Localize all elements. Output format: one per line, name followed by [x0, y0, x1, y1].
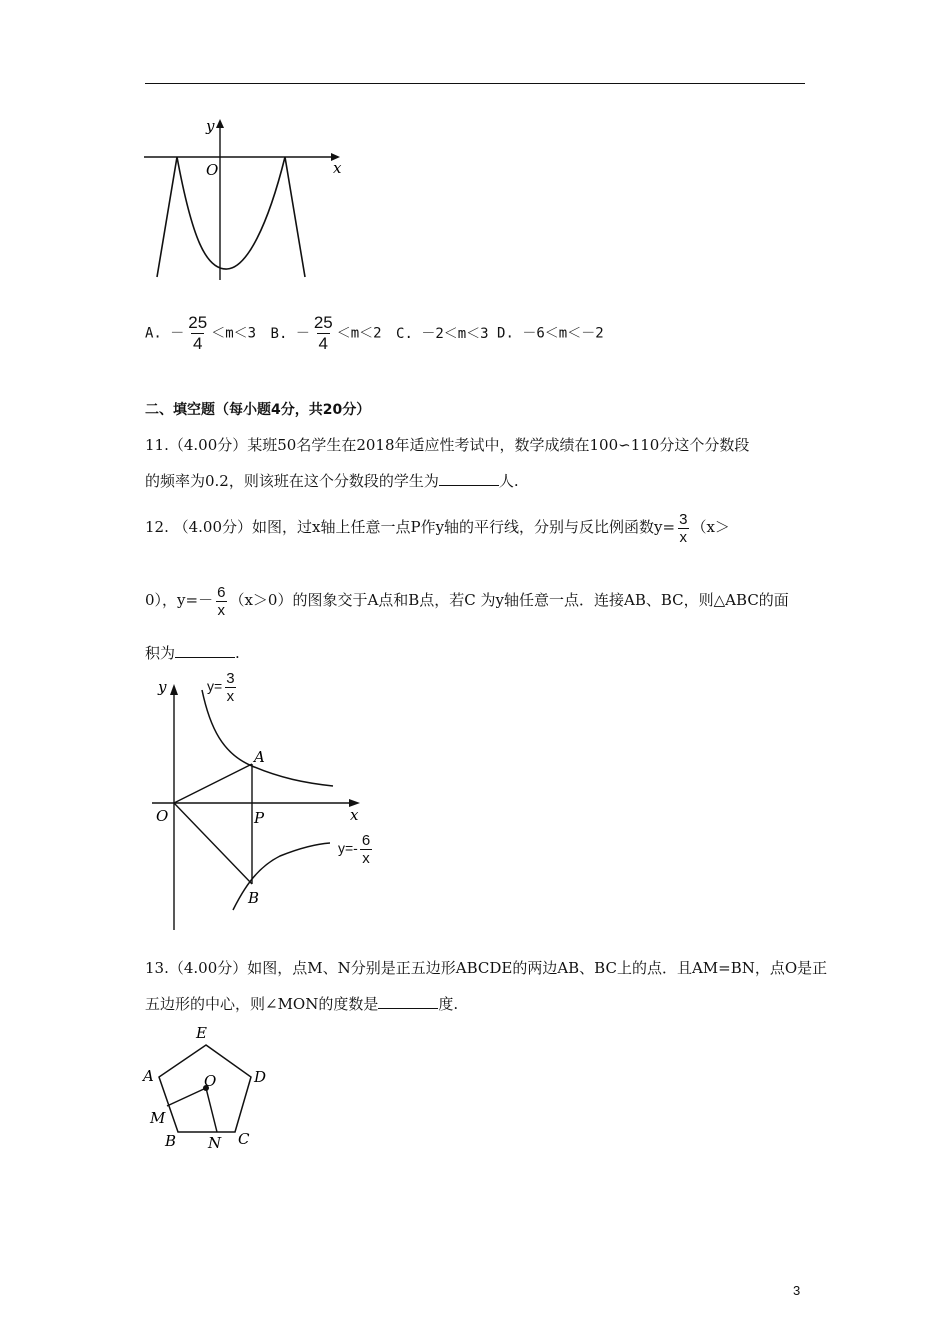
q13-line2-text: 五边形的中心，则∠MON的度数是 [145, 995, 379, 1013]
q12-f2-denominator: x [217, 601, 226, 619]
q12-answer-blank [175, 643, 235, 658]
option-b-numerator: 25 [313, 313, 333, 332]
q12-line1-end: （x＞ [691, 518, 730, 536]
fig2-curve1-label [207, 670, 239, 705]
fig3-vertex-a: A [143, 1067, 154, 1085]
pentagon-figure [140, 1020, 280, 1155]
fig2-x-label: x [350, 806, 359, 824]
parabola-figure [140, 115, 350, 285]
fig3-vertex-c: C [238, 1130, 250, 1148]
q13-line2 [145, 994, 458, 1014]
fig3-point-n: N [208, 1134, 222, 1152]
q11-line2-end: 人. [498, 472, 519, 490]
option-b-range: ＜m＜2 [336, 325, 382, 342]
fig2-curve2-label [338, 832, 374, 867]
option-d: D. －6＜m＜－2 [497, 325, 604, 342]
header-rule [145, 83, 805, 84]
question-10-options [145, 313, 604, 354]
fig2-point-b: B [248, 889, 260, 907]
q12-line2-start: 0），y=－ [145, 591, 214, 609]
q11-line2-text: 的频率为0.2，则该班在这个分数段的学生为 [145, 472, 439, 490]
fig2-curve1-denominator: x [226, 688, 235, 705]
fig2-curve2-prefix: y=- [338, 840, 358, 857]
q12-line3-text: 积为 [145, 644, 176, 662]
q12-line3 [145, 643, 240, 663]
option-b-fraction [312, 313, 335, 354]
option-a-range: ＜m＜3 [211, 325, 257, 342]
fig3-vertex-e: E [196, 1024, 207, 1042]
fig1-y-label: y [206, 117, 215, 135]
option-a-sign: － [170, 325, 185, 342]
q12-line3-end: . [235, 644, 240, 662]
page-number: 3 [793, 1283, 801, 1298]
fig3-vertex-d: D [254, 1068, 267, 1086]
q13-line1: 13.（4.00分）如图，点M、N分别是正五边形ABCDE的两边AB、BC上的点．且AM=BN，点O是正 [145, 959, 828, 977]
option-b-label: B. [270, 325, 288, 342]
fig1-x-label: x [333, 159, 342, 177]
q13-answer-blank [378, 994, 438, 1009]
fig2-curve1-prefix: y= [207, 678, 223, 695]
option-c: C. －2＜m＜3 [396, 325, 489, 342]
q12-f1-denominator: x [679, 528, 688, 546]
fig2-curve1-numerator: 3 [226, 670, 235, 687]
q12-line1-text: 12. （4.00分）如图，过x轴上任意一点P作y轴的平行线，分别与反比例函数y= [145, 518, 676, 536]
fig2-origin-label: O [156, 807, 169, 825]
hyperbola-figure [140, 668, 400, 933]
q11-answer-blank [439, 471, 499, 486]
fig2-curve2-fraction [360, 832, 372, 867]
fig2-point-p: P [254, 809, 265, 827]
q12-line2 [145, 580, 789, 620]
fig2-curve2-numerator: 6 [361, 832, 371, 849]
fig2-y-label: y [158, 678, 167, 696]
fig1-origin-label: O [206, 161, 219, 179]
q13-line2-end: 度. [438, 995, 459, 1013]
q12-f2-numerator: 6 [217, 583, 226, 601]
option-b-denominator: 4 [318, 334, 328, 353]
fig3-center-o: O [204, 1072, 217, 1090]
q12-fraction-3-over-x [677, 511, 689, 546]
q12-line1 [145, 507, 730, 547]
q11-line1: 11.（4.00分）某班50名学生在2018年适应性考试中，数学成绩在100∽110分这个分数段 [145, 436, 750, 454]
fig2-curve2-denominator: x [362, 850, 370, 867]
option-b-sign: － [295, 325, 310, 342]
fig2-curve1-fraction [224, 670, 236, 705]
option-a-numerator: 25 [188, 313, 208, 332]
fig2-point-a: A [254, 748, 265, 766]
q12-fraction-6-over-x [215, 584, 227, 619]
option-a-denominator: 4 [193, 334, 203, 353]
q11-line2 [145, 471, 519, 491]
option-a-label: A. [145, 325, 162, 342]
q12-f1-numerator: 3 [679, 510, 688, 528]
section-2-title: 二、填空题（每小题4分，共20分） [145, 402, 371, 418]
option-a-fraction [186, 313, 209, 354]
fig3-vertex-b: B [165, 1132, 177, 1150]
fig3-point-m: M [150, 1109, 166, 1127]
q12-line2-text: （x＞0）的图象交于A点和B点，若C 为y轴任意一点．连接AB、BC，则△ABC的面 [229, 591, 789, 609]
